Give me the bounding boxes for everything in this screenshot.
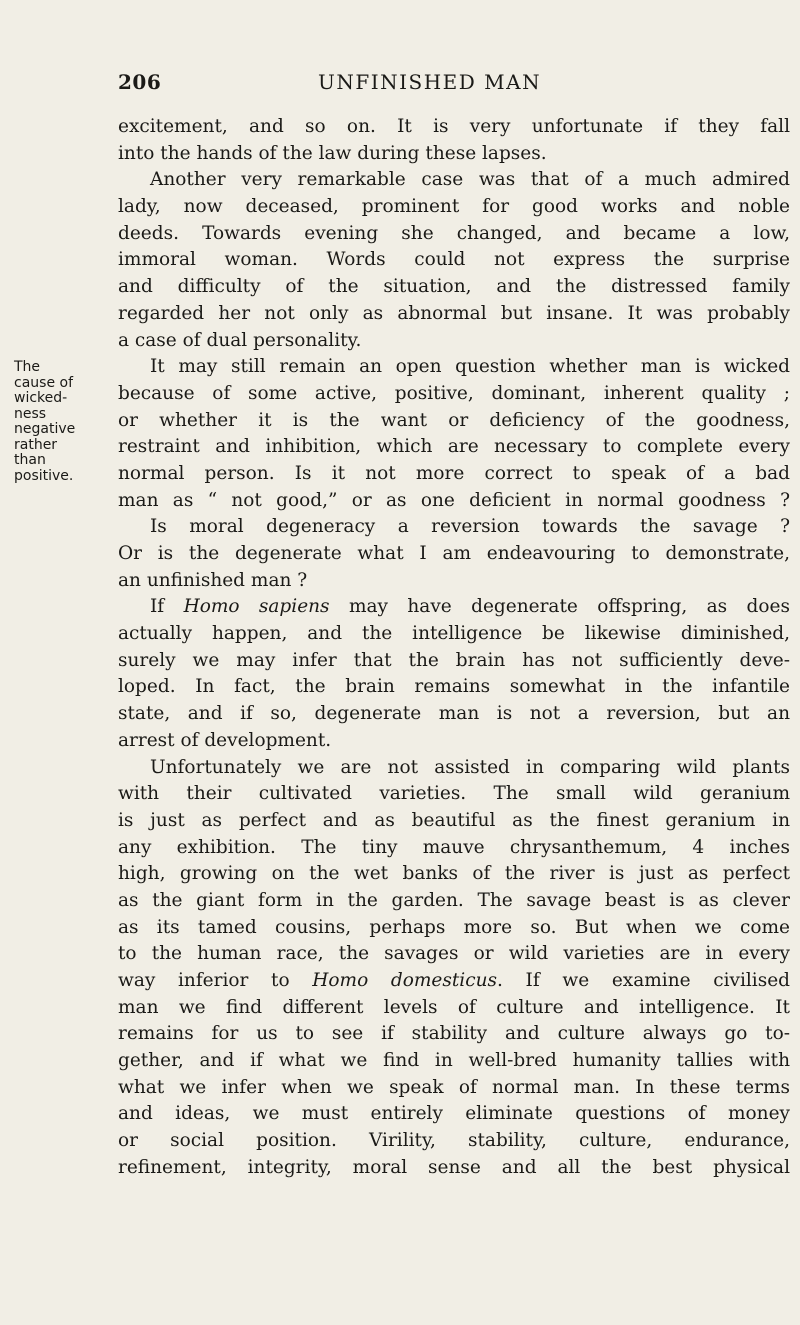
- text-line: lady, now deceased, prominent for good works and noble: [118, 196, 790, 218]
- margin-note-line: rather: [14, 436, 58, 453]
- margin-note-line: The: [14, 359, 41, 375]
- body-text: [118, 114, 790, 1182]
- text-line: Is moral degeneracy a reversion towards the savage ?: [150, 516, 790, 538]
- text-line: is just as perfect and as beautiful as the finest geranium in: [118, 809, 790, 831]
- text-line: deeds. Towards evening she changed, and became a low,: [118, 222, 790, 244]
- text-line: actually happen, and the intelligence be likewise diminished,: [118, 623, 790, 645]
- italic-term: Homo domesticus: [312, 970, 497, 991]
- italic-term: Homo sapiens: [183, 596, 330, 618]
- text-segment: way inferior to: [118, 970, 313, 991]
- text-line: Unfortunately we are not assisted in comparing wild plants: [150, 756, 790, 778]
- text-line: surely we may infer that the brain has not sufficiently deve-: [118, 649, 790, 671]
- text-line: immoral woman. Words could not express the surprise: [118, 249, 790, 271]
- text-line: high, growing on the wet banks of the river is just as perfect: [118, 863, 790, 885]
- text-line: or social position. Virility, stability, culture, endurance,: [118, 1130, 790, 1152]
- text-line: any exhibition. The tiny mauve chrysanthemum, 4 inches: [118, 836, 790, 858]
- text-line: an unfinished man ?: [118, 569, 308, 591]
- text-line: as its tamed cousins, perhaps more so. But when we come: [118, 916, 790, 938]
- text-line: because of some active, positive, dominant, inherent quality ;: [118, 382, 790, 404]
- margin-note-line: negative: [14, 421, 76, 437]
- text-line: gether, and if what we find in well-bred humanity tallies with: [118, 1050, 790, 1072]
- text-line: Or is the degenerate what I am endeavouring to demonstrate,: [118, 543, 790, 564]
- text-line: normal person. Is it not more correct to speak of a bad: [118, 462, 790, 484]
- text-line: It may still remain an open question whether man is wicked: [150, 356, 790, 378]
- text-line: a case of dual personality.: [118, 329, 362, 351]
- text-line: man we find different levels of culture and intelligence. It: [118, 996, 790, 1018]
- text-line: refinement, integrity, moral sense and all the best physical: [118, 1156, 790, 1178]
- margin-note-line: cause of: [14, 374, 74, 391]
- text-line: loped. In fact, the brain remains somewhat in the infantile: [118, 676, 790, 698]
- text-line: to the human race, the savages or wild varieties are in every: [118, 943, 790, 965]
- text-line: restraint and inhibition, which are necessary to complete every: [118, 436, 790, 458]
- page-number: 206: [118, 70, 162, 94]
- text-line: or whether it is the want or deficiency of the goodness,: [118, 409, 790, 431]
- text-segment: . If we examine civilised: [497, 970, 791, 991]
- margin-note-line: wicked-: [14, 390, 68, 406]
- text-segment: may have degenerate offspring, as does: [329, 596, 790, 618]
- running-head: [118, 70, 790, 100]
- margin-note-line: positive.: [14, 467, 74, 484]
- text-line: excitement, and so on. It is very unfortunate if they fall: [118, 116, 790, 137]
- margin-note: [14, 360, 104, 484]
- text-line: and ideas, we must entirely eliminate questions of money: [118, 1103, 790, 1125]
- text-line: what we infer when we speak of normal man. In these terms: [118, 1076, 790, 1098]
- text-line: with their cultivated varieties. The small wild geranium: [118, 783, 790, 805]
- text-line: state, and if so, degenerate man is not a reversion, but an: [118, 703, 790, 725]
- text-line: regarded her not only as abnormal but insane. It was probably: [118, 302, 790, 324]
- running-title: UNFINISHED MAN: [318, 70, 542, 94]
- text-line: and difficulty of the situation, and the distressed family: [118, 276, 790, 298]
- text-line: man as “ not good,” or as one deficient in normal goodness ?: [118, 489, 790, 511]
- margin-note-line: than: [14, 452, 46, 468]
- text-line: remains for us to see if stability and culture always go to-: [118, 1023, 790, 1045]
- text-line: Another very remarkable case was that of a much admired: [150, 169, 790, 191]
- text-line: into the hands of the law during these lapses.: [118, 142, 547, 164]
- text-line: as the giant form in the garden. The savage beast is as clever: [118, 889, 790, 911]
- text-line: [118, 968, 790, 995]
- margin-note-line: ness: [14, 405, 47, 422]
- text-line: arrest of development.: [118, 729, 332, 751]
- text-line: [118, 594, 790, 621]
- text-segment: If: [150, 596, 184, 618]
